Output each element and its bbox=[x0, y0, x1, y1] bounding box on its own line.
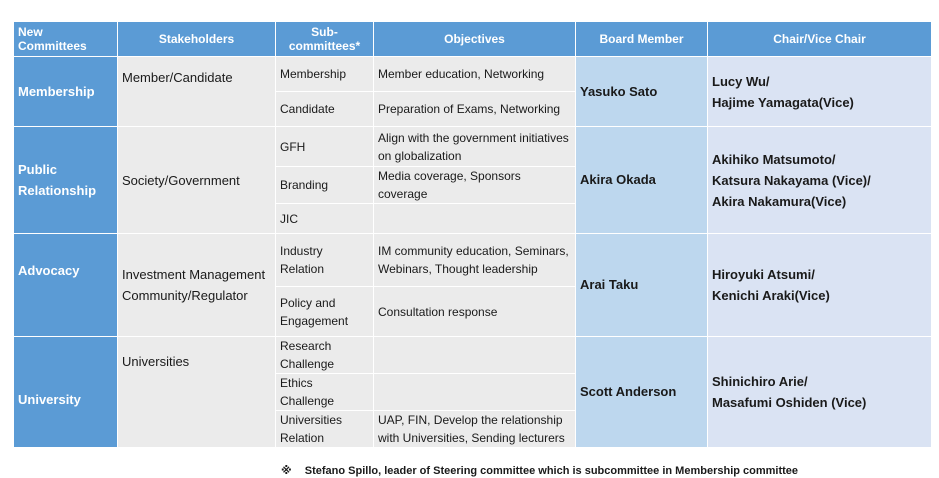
committee-university: University bbox=[14, 337, 118, 448]
objective-cell bbox=[374, 374, 576, 411]
chair-name: Akihiko Matsumoto/ bbox=[712, 151, 836, 167]
board-member-membership: Yasuko Sato bbox=[576, 57, 708, 127]
header-chair-vice-chair: Chair/Vice Chair bbox=[708, 22, 932, 57]
header-new-committees: New Committees bbox=[14, 22, 118, 57]
objective-cell bbox=[374, 204, 576, 234]
vice-chair-name: Masafumi Oshiden (Vice) bbox=[712, 395, 867, 410]
chair-membership bbox=[708, 57, 932, 127]
objective-cell: IM community education, Seminars, Webinars, Thought leadership bbox=[374, 234, 576, 287]
header-board-member: Board Member bbox=[576, 22, 708, 57]
board-member-university: Scott Anderson bbox=[576, 337, 708, 448]
vice-chair-name: Katsura Nakayama (Vice)/ bbox=[712, 172, 871, 188]
vice-chair-name: Akira Nakamura(Vice) bbox=[712, 193, 847, 209]
objective-cell: Consultation response bbox=[374, 287, 576, 337]
chair-public-relationship bbox=[708, 127, 932, 234]
objective-cell bbox=[374, 337, 576, 374]
chair-university bbox=[708, 337, 932, 448]
vice-chair-name: Kenichi Araki(Vice) bbox=[712, 288, 830, 303]
subcommittee-cell: Branding bbox=[276, 167, 374, 204]
chair-name: Lucy Wu/ bbox=[712, 73, 770, 89]
subcommittee-cell: JIC bbox=[276, 204, 374, 234]
committee-public-relationship: Public Relationship bbox=[14, 127, 118, 234]
table-row bbox=[14, 234, 932, 287]
footnote bbox=[281, 464, 798, 477]
objective-cell: Member education, Networking bbox=[374, 57, 576, 92]
objective-cell: UAP, FIN, Develop the relationship with Universities, Sending lecturers bbox=[374, 411, 576, 448]
table-row bbox=[14, 337, 932, 374]
stakeholders-public-relationship: Society/Government bbox=[118, 127, 276, 234]
objective-cell: Align with the government initiatives on globalization bbox=[374, 127, 576, 167]
subcommittee-cell: GFH bbox=[276, 127, 374, 167]
committee-membership: Membership bbox=[14, 57, 118, 127]
header-objectives: Objectives bbox=[374, 22, 576, 57]
stakeholders-advocacy: Investment Management Community/Regulator bbox=[118, 234, 276, 337]
chair-advocacy bbox=[708, 234, 932, 337]
header-stakeholders: Stakeholders bbox=[118, 22, 276, 57]
chair-name: Shinichiro Arie/ bbox=[712, 374, 808, 389]
subcommittee-cell: Industry Relation bbox=[276, 234, 374, 287]
subcommittee-cell: Candidate bbox=[276, 92, 374, 127]
committee-advocacy: Advocacy bbox=[14, 234, 118, 337]
stakeholders-membership: Member/Candidate bbox=[118, 57, 276, 127]
board-member-advocacy: Arai Taku bbox=[576, 234, 708, 337]
committee-table bbox=[13, 21, 932, 448]
subcommittee-cell: Universities Relation bbox=[276, 411, 374, 448]
objective-cell: Media coverage, Sponsors coverage bbox=[374, 167, 576, 204]
table-row bbox=[14, 57, 932, 92]
vice-chair-name: Hajime Yamagata(Vice) bbox=[712, 94, 854, 110]
subcommittee-cell: Policy and Engagement bbox=[276, 287, 374, 337]
subcommittee-cell: Membership bbox=[276, 57, 374, 92]
table-row bbox=[14, 127, 932, 167]
subcommittee-cell: Research Challenge bbox=[276, 337, 374, 374]
header-subcommittees: Sub-committees* bbox=[276, 22, 374, 57]
objective-cell: Preparation of Exams, Networking bbox=[374, 92, 576, 127]
reference-mark: ※ bbox=[281, 465, 292, 477]
board-member-public-relationship: Akira Okada bbox=[576, 127, 708, 234]
stakeholders-university: Universities bbox=[118, 337, 276, 448]
header-row bbox=[14, 22, 932, 57]
subcommittee-cell: Ethics Challenge bbox=[276, 374, 374, 411]
chair-name: Hiroyuki Atsumi/ bbox=[712, 267, 815, 282]
footnote-text: Stefano Spillo, leader of Steering committee which is subcommittee in Membership committee bbox=[304, 465, 799, 477]
